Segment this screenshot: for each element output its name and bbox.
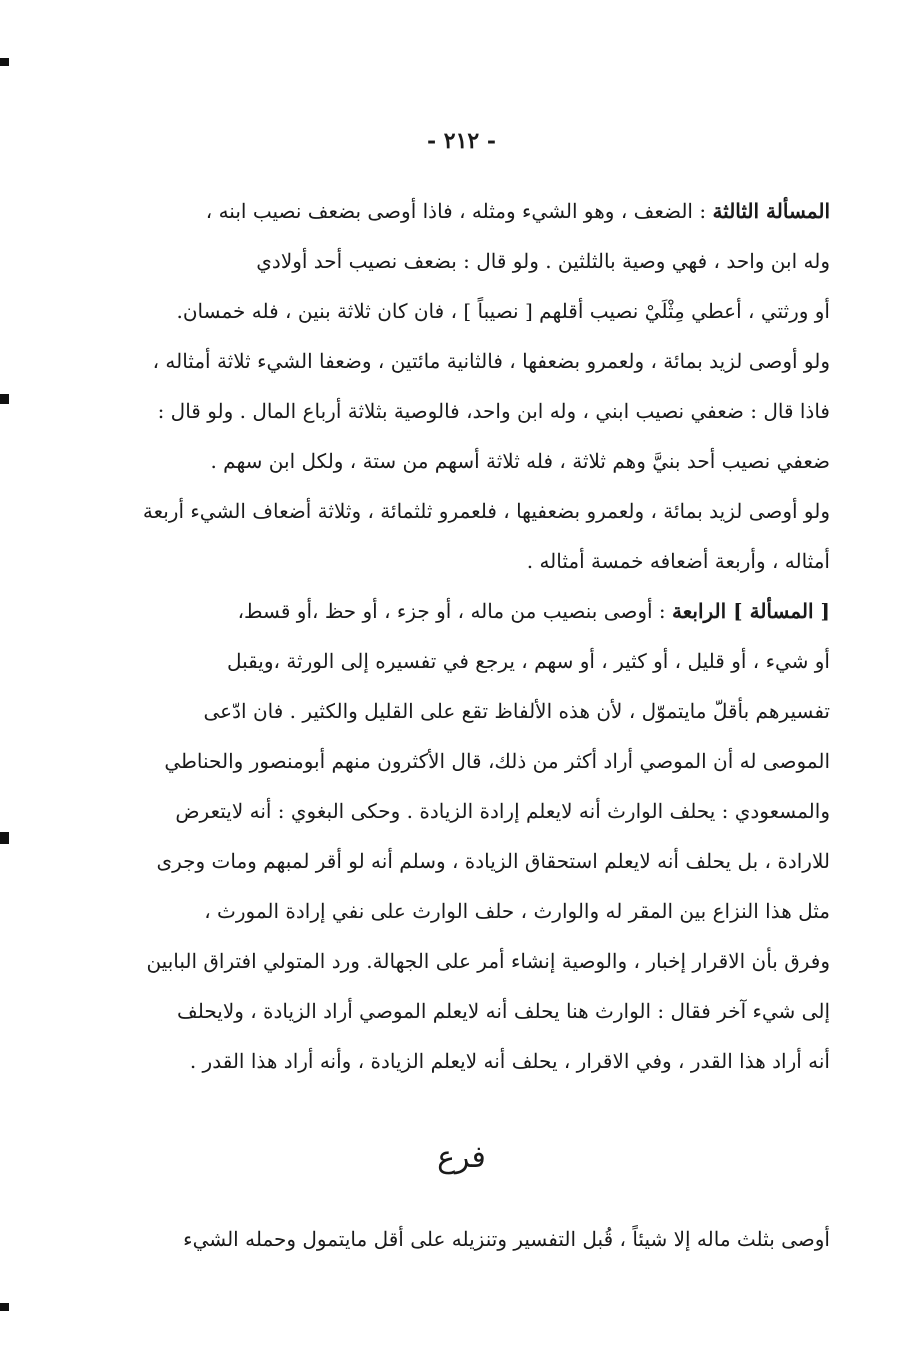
paragraph-line: فاذا قال : ضعفي نصيب ابني ، وله ابن واحد، فالوصية بثلاثة أرباع المال . ولو قال : (157, 399, 830, 423)
paragraph-line: المسألة الثالثة : الضعف ، وهو الشيء ومثله ، فاذا أوصى بضعف نصيب ابنه ، (205, 199, 830, 223)
paragraph-line: ولو أوصى لزيد بمائة ، ولعمرو بضعفها ، فالثانية مائتين ، وضعفا الشيء ثلاثة أمثاله ، (152, 349, 830, 373)
section-heading: المسألة الثالثة (712, 199, 830, 223)
paragraph-line: مثل هذا النزاع بين المقر له والوارث ، حلف الوارث على نفي إرادة المورث ، (204, 899, 830, 923)
body-text (78, 186, 830, 1086)
paragraph-line: أو ورثتي ، أعطي مِثْلَيْ نصيب أقلهم [ نصيباً ] ، فان كان ثلاثة بنين ، فله خمسان. (176, 299, 830, 323)
paragraph-line: أوصى بثلث ماله إلا شيئاً ، قُبل التفسير وتنزيله على أقل مايتمول وحمله الشيء (183, 1227, 830, 1251)
paragraph-line: أو شيء ، أو قليل ، أو كثير ، أو سهم ، يرجع في تفسيره إلى الورثة ،ويقبل (226, 649, 830, 673)
margin-mark (0, 394, 9, 404)
paragraph-line: وله ابن واحد ، فهي وصية بالثلثين . ولو قال : بضعف نصيب أحد أولادي (256, 249, 830, 273)
paragraph-line: [ المسألة ] الرابعة : أوصى بنصيب من ماله ، أو جزء ، أو حظ ،أو قسط، (237, 599, 830, 623)
paragraph-line: تفسيرهم بأقلّ مايتموّل ، لأن هذه الألفاظ تقع على القليل والكثير . فان ادّعى (203, 699, 830, 723)
paragraph-line: والمسعودي : يحلف الوارث أنه لايعلم إرادة الزيادة . وحكى البغوي : أنه لايتعرض (175, 799, 830, 823)
subsection-heading: فرع (437, 1140, 486, 1175)
page-number: - ٢١٢ - (426, 128, 497, 154)
margin-mark (0, 58, 9, 66)
paragraph-line: إلى شيء آخر فقال : الوارث هنا يحلف أنه لايعلم الموصي أراد الزيادة ، ولايحلف (177, 999, 830, 1023)
paragraph-line: وفرق بأن الاقرار إخبار ، والوصية إنشاء أمر على الجهالة. ورد المتولي افتراق البابين (146, 949, 830, 973)
margin-mark (0, 1303, 9, 1311)
paragraph-line: ضعفي نصيب أحد بنيَّ وهم ثلاثة ، فله ثلاثة أسهم من ستة ، ولكل ابن سهم . (210, 449, 830, 473)
paragraph-line: أمثاله ، وأربعة أضعافه خمسة أمثاله . (526, 549, 830, 573)
paragraph-line: ولو أوصى لزيد بمائة ، ولعمرو بضعفيها ، فلعمرو ثلثمائة ، وثلاثة أضعاف الشيء أربعة (142, 499, 830, 523)
paragraph-line: للارادة ، بل يحلف أنه لايعلم استحقاق الزيادة ، وسلم أنه لو أقر لمبهم ومات وجرى (156, 849, 830, 873)
section-heading: [ المسألة ] الرابعة (672, 599, 830, 623)
margin-mark (0, 832, 9, 844)
paragraph-line: أنه أراد هذا القدر ، وفي الاقرار ، يحلف أنه لايعلم الزيادة ، وأنه أراد هذا القدر . (189, 1049, 830, 1073)
paragraph-line: الموصى له أن الموصي أراد أكثر من ذلك، قال الأكثرون منهم أبومنصور والحناطي (164, 749, 830, 773)
